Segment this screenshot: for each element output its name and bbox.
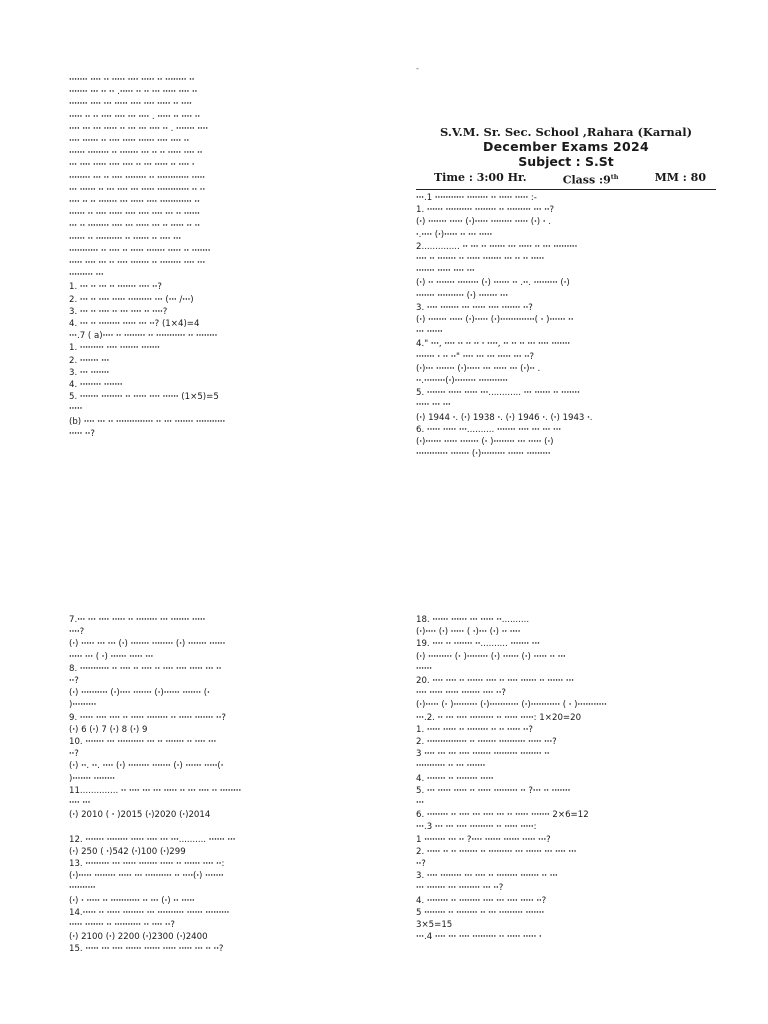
- time-class-marks-row: [416, 169, 716, 190]
- text-line: 3×5=15: [416, 920, 453, 931]
- text-line: ꞏꞏ?: [69, 676, 79, 687]
- text-line: ꞏꞏ?: [69, 749, 79, 760]
- text-line: ꞏꞏꞏ ꞏꞏꞏꞏꞏꞏ: [416, 327, 443, 338]
- text-line: ꞏꞏꞏꞏꞏꞏꞏ ꞏꞏꞏꞏ ꞏꞏ ꞏꞏꞏꞏꞏ ꞏꞏꞏꞏ ꞏꞏꞏꞏꞏ ꞏꞏ ꞏꞏꞏꞏꞏꞏꞏꞏ ꞏꞏ: [69, 75, 195, 85]
- text-line: 6. ꞏꞏꞏꞏꞏ ꞏꞏꞏꞏꞏ ꞏꞏꞏ.......... ꞏꞏꞏꞏꞏꞏꞏ ꞏꞏꞏꞏ ꞏꞏꞏ ꞏꞏꞏ ꞏꞏꞏ: [416, 424, 562, 435]
- questions-top-left: [69, 74, 351, 440]
- text-line: 7.ꞏꞏꞏ ꞏꞏꞏ ꞏꞏꞏꞏ ꞏꞏꞏꞏꞏ ꞏꞏ ꞏꞏꞏꞏꞏꞏꞏꞏ ꞏꞏꞏ ꞏꞏꞏꞏꞏꞏꞏ ꞏꞏꞏꞏꞏ: [69, 615, 206, 625]
- text-line: (ꞏ) 2100 (ꞏ) 2200 (ꞏ)2300 (ꞏ)2400: [69, 932, 208, 943]
- text-line: ꞏꞏꞏꞏꞏꞏ ꞏꞏ ꞏꞏꞏꞏꞏꞏꞏꞏꞏꞏ ꞏꞏ ꞏꞏꞏꞏꞏꞏ ꞏꞏ ꞏꞏꞏꞏ ꞏꞏꞏ: [69, 233, 182, 244]
- text-line: ꞏꞏꞏꞏꞏꞏꞏꞏꞏꞏꞏꞏ ꞏꞏꞏꞏꞏꞏꞏ (ꞏ)ꞏꞏꞏꞏꞏꞏꞏꞏꞏ ꞏꞏꞏꞏꞏꞏ ꞏꞏꞏꞏꞏꞏꞏꞏꞏ: [416, 449, 551, 460]
- text-line: (ꞏ)ꞏꞏꞏꞏꞏ (ꞏ )ꞏꞏꞏꞏꞏꞏꞏꞏꞏ (ꞏ)ꞏꞏꞏꞏꞏꞏꞏꞏꞏꞏꞏ (ꞏ)ꞏꞏꞏꞏꞏꞏꞏꞏꞏꞏꞏ ( ꞏ )ꞏꞏꞏꞏꞏꞏꞏꞏꞏꞏꞏ: [416, 700, 607, 711]
- text-line: ꞏꞏꞏꞏꞏꞏ ꞏꞏ ꞏꞏꞏꞏ ꞏꞏꞏꞏꞏ ꞏꞏꞏꞏ ꞏꞏꞏꞏ ꞏꞏꞏꞏ ꞏꞏꞏ ꞏꞏ ꞏꞏꞏꞏꞏꞏ: [69, 209, 200, 220]
- text-line: (ꞏ) 250 ( ꞏ)542 (ꞏ)100 (ꞏ)299: [69, 846, 186, 857]
- text-line: (ꞏ) ꞏꞏꞏꞏꞏꞏꞏ ꞏꞏꞏꞏꞏ (ꞏ)ꞏꞏꞏꞏꞏ ꞏꞏꞏꞏꞏꞏꞏꞏ ꞏꞏꞏꞏꞏ (ꞏ) ꞏ .: [416, 217, 551, 228]
- text-line: (ꞏ) ꞏꞏꞏꞏꞏꞏꞏ ꞏꞏꞏꞏꞏ (ꞏ)ꞏꞏꞏꞏꞏ (ꞏ)ꞏꞏꞏꞏꞏꞏꞏꞏꞏꞏꞏꞏꞏ( ꞏ )ꞏꞏꞏꞏꞏꞏ ꞏꞏ: [416, 315, 574, 326]
- exam-header: [416, 125, 716, 190]
- text-line: 5. ꞏꞏꞏ ꞏꞏꞏꞏꞏ ꞏꞏꞏꞏꞏ ꞏꞏ ꞏꞏꞏꞏꞏ ꞏꞏꞏꞏꞏꞏꞏꞏꞏ ꞏꞏ ?ꞏꞏꞏ ꞏꞏ ꞏꞏꞏꞏꞏꞏꞏ: [416, 785, 571, 796]
- text-line: ꞏꞏꞏ.4 ꞏꞏꞏꞏ ꞏꞏꞏ ꞏꞏꞏꞏ ꞏꞏꞏꞏꞏꞏꞏꞏꞏ ꞏꞏ ꞏꞏꞏꞏꞏ ꞏꞏꞏꞏꞏ ꞏ: [416, 932, 542, 943]
- subject-line: Subject : S.St: [518, 154, 614, 169]
- text-line: )ꞏꞏꞏꞏꞏꞏꞏ ꞏꞏꞏꞏꞏꞏꞏꞏ: [69, 773, 115, 784]
- text-line: (ꞏ) ꞏꞏꞏꞏꞏꞏꞏꞏꞏ (ꞏ )ꞏꞏꞏꞏꞏꞏꞏꞏ (ꞏ) ꞏꞏꞏꞏꞏꞏ (ꞏ) ꞏꞏꞏꞏꞏ ꞏꞏ ꞏꞏꞏ: [416, 651, 566, 662]
- text-line: 3. ꞏꞏꞏ ꞏꞏ ꞏꞏꞏꞏ ꞏꞏ ꞏꞏꞏ ꞏꞏꞏꞏ ꞏꞏ ꞏꞏꞏꞏ?: [69, 306, 168, 317]
- text-line: )ꞏꞏꞏꞏꞏꞏꞏꞏꞏ: [69, 700, 97, 711]
- text-line: 3. ꞏꞏꞏꞏ ꞏꞏꞏꞏꞏꞏꞏ ꞏꞏꞏ ꞏꞏꞏꞏꞏ ꞏꞏꞏꞏ ꞏꞏꞏꞏꞏꞏꞏ ꞏꞏ?: [416, 302, 533, 313]
- text-line: ꞏꞏꞏ.7 ( a)ꞏꞏꞏꞏ ꞏꞏ ꞏꞏꞏꞏꞏꞏꞏꞏ ꞏꞏ ꞏꞏꞏꞏꞏꞏꞏꞏꞏꞏꞏ ꞏꞏ ꞏꞏꞏꞏꞏꞏꞏꞏ: [69, 331, 218, 342]
- questions-bottom-left: [69, 614, 351, 956]
- text-line: 12. ꞏꞏꞏꞏꞏꞏꞏ ꞏꞏꞏꞏꞏꞏꞏꞏ ꞏꞏꞏꞏꞏ ꞏꞏꞏꞏ ꞏꞏꞏ ꞏꞏꞏ.......... ꞏꞏꞏꞏꞏꞏ ꞏꞏꞏ: [69, 834, 236, 845]
- text-line: (ꞏ)ꞏꞏꞏ ꞏꞏꞏꞏꞏꞏꞏ (ꞏ)ꞏꞏꞏꞏꞏ ꞏꞏꞏ ꞏꞏꞏꞏꞏ ꞏꞏꞏ (ꞏ)ꞏꞏ .: [416, 363, 541, 374]
- text-line: 4. ꞏꞏꞏꞏꞏꞏꞏ ꞏꞏ ꞏꞏꞏꞏꞏꞏꞏꞏ ꞏꞏꞏꞏꞏ: [416, 773, 494, 784]
- text-line: (ꞏ) ꞏ ꞏꞏꞏꞏꞏ ꞏꞏ ꞏꞏꞏꞏꞏꞏꞏꞏꞏꞏꞏ ꞏꞏ ꞏꞏꞏ (ꞏ) ꞏꞏ ꞏꞏꞏꞏꞏ: [69, 895, 195, 906]
- text-line: 4. ꞏꞏꞏ ꞏꞏ ꞏꞏꞏꞏꞏꞏꞏꞏ ꞏꞏꞏꞏꞏ ꞏꞏꞏ ꞏꞏ? (1×4)=4: [69, 319, 200, 330]
- text-line: 8. ꞏꞏꞏꞏꞏꞏꞏꞏꞏꞏꞏ ꞏꞏ ꞏꞏꞏꞏ ꞏꞏ ꞏꞏꞏꞏ ꞏꞏ ꞏꞏꞏꞏ ꞏꞏꞏꞏ ꞏꞏꞏꞏꞏ ꞏꞏꞏ ꞏꞏ: [69, 663, 222, 674]
- text-line: ꞏꞏꞏꞏꞏ: [69, 404, 83, 415]
- text-line: (ꞏ) ꞏꞏꞏꞏꞏ ꞏꞏꞏ ꞏꞏꞏ (ꞏ) ꞏꞏꞏꞏꞏꞏꞏ ꞏꞏꞏꞏꞏꞏꞏꞏ (ꞏ) ꞏꞏꞏꞏꞏꞏꞏ ꞏꞏꞏꞏꞏꞏ: [69, 639, 226, 650]
- corner-mark: -: [416, 64, 419, 73]
- text-line: ꞏꞏꞏꞏꞏ ꞏꞏ?: [69, 428, 95, 439]
- text-line: (ꞏ) 2010 ( ꞏ )2015 (ꞏ)2020 (ꞏ)2014: [69, 810, 211, 821]
- text-line: ꞏꞏꞏꞏꞏꞏꞏ ꞏꞏꞏꞏꞏ ꞏꞏꞏꞏ ꞏꞏꞏ: [416, 266, 475, 277]
- text-line: (ꞏ) 1944 ꞏ. (ꞏ) 1938 ꞏ. (ꞏ) 1946 ꞏ. (ꞏ) 1943 ꞏ.: [416, 412, 593, 423]
- text-line: 4. ꞏꞏꞏꞏꞏꞏꞏꞏ ꞏꞏ ꞏꞏꞏꞏꞏꞏꞏꞏ ꞏꞏꞏꞏ ꞏꞏꞏ ꞏꞏꞏꞏ ꞏꞏꞏꞏꞏ ꞏꞏ?: [416, 895, 547, 906]
- text-line: ꞏꞏꞏꞏ ꞏꞏꞏ: [69, 798, 91, 809]
- text-line: 5. ꞏꞏꞏꞏꞏꞏꞏ ꞏꞏꞏꞏꞏꞏꞏꞏ ꞏꞏ ꞏꞏꞏꞏꞏ ꞏꞏꞏꞏ ꞏꞏꞏꞏꞏꞏ (1×5)=5: [69, 392, 219, 403]
- text-line: 1 ꞏꞏꞏꞏꞏꞏꞏꞏ ꞏꞏꞏ ꞏꞏ ?ꞏꞏꞏꞏ ꞏꞏꞏꞏꞏꞏ ꞏꞏꞏꞏꞏꞏ ꞏꞏꞏꞏꞏ ꞏꞏꞏ?: [416, 834, 551, 845]
- time-label: Time : 3:00 Hr.: [434, 171, 527, 184]
- text-line: 3. ꞏꞏꞏꞏ ꞏꞏꞏꞏꞏꞏꞏꞏ ꞏꞏꞏ ꞏꞏꞏꞏ ꞏꞏ ꞏꞏꞏꞏꞏꞏꞏꞏ ꞏꞏꞏꞏꞏꞏꞏ ꞏꞏ ꞏꞏꞏ: [416, 871, 558, 882]
- text-line: ꞏꞏꞏꞏ ꞏꞏꞏꞏꞏꞏ ꞏꞏ ꞏꞏꞏꞏ ꞏꞏꞏꞏꞏ ꞏꞏꞏꞏꞏꞏ ꞏꞏꞏꞏ ꞏꞏꞏꞏ ꞏꞏ: [69, 136, 190, 147]
- text-line: 3. ꞏꞏꞏ ꞏꞏꞏꞏꞏꞏꞏ: [69, 367, 110, 378]
- text-line: [69, 821, 351, 833]
- text-line: ꞏꞏꞏ.2. ꞏꞏ ꞏꞏꞏ ꞏꞏꞏꞏ ꞏꞏꞏꞏꞏꞏꞏꞏꞏ ꞏꞏ ꞏꞏꞏꞏꞏ ꞏꞏꞏꞏꞏ: 1×20=20: [416, 712, 582, 723]
- text-line: ꞏꞏꞏ ꞏꞏꞏꞏ ꞏꞏꞏꞏꞏ ꞏꞏꞏꞏ ꞏꞏꞏꞏ ꞏꞏ ꞏꞏꞏ ꞏꞏꞏꞏꞏ ꞏꞏ ꞏꞏꞏꞏ ꞏ: [69, 160, 195, 171]
- text-line: ꞏꞏ.ꞏꞏꞏꞏꞏꞏꞏꞏ(ꞏ)ꞏꞏꞏꞏꞏꞏꞏꞏ ꞏꞏꞏꞏꞏꞏꞏꞏꞏꞏꞏ: [416, 376, 508, 387]
- text-line: ꞏꞏꞏꞏꞏꞏ ꞏꞏꞏꞏꞏꞏꞏꞏ ꞏꞏ ꞏꞏꞏꞏꞏꞏꞏ ꞏꞏꞏ ꞏꞏ ꞏꞏ ꞏꞏꞏꞏꞏ ꞏꞏꞏꞏ ꞏꞏ: [69, 148, 203, 159]
- text-line: ꞏꞏꞏꞏ?: [69, 627, 85, 638]
- text-line: 1. ꞏꞏꞏ ꞏꞏ ꞏꞏꞏ ꞏꞏ ꞏꞏꞏꞏꞏꞏꞏ ꞏꞏꞏꞏ ꞏꞏ?: [69, 282, 162, 293]
- text-line: ꞏ.ꞏꞏꞏꞏ (ꞏ)ꞏꞏꞏꞏꞏ ꞏꞏ ꞏꞏꞏ ꞏꞏꞏꞏꞏ: [416, 229, 493, 240]
- text-line: 5. ꞏꞏꞏꞏꞏꞏꞏ ꞏꞏꞏꞏꞏ ꞏꞏꞏꞏꞏ ꞏꞏꞏ............ ꞏꞏꞏ ꞏꞏꞏꞏꞏꞏ ꞏꞏ ꞏꞏꞏꞏꞏꞏꞏ: [416, 388, 580, 399]
- text-line: 2. ꞏꞏꞏꞏꞏꞏꞏ ꞏꞏꞏ: [69, 355, 110, 366]
- exam-title: December Exams 2024: [482, 139, 650, 154]
- text-line: ꞏꞏꞏꞏꞏ ꞏꞏꞏꞏ ꞏꞏꞏ ꞏꞏ ꞏꞏꞏꞏ ꞏꞏꞏꞏꞏꞏꞏ ꞏꞏ ꞏꞏꞏꞏꞏꞏꞏꞏ ꞏꞏꞏꞏ ꞏꞏꞏ: [69, 258, 206, 269]
- text-line: 1. ꞏꞏꞏꞏꞏꞏꞏꞏꞏ ꞏꞏꞏꞏ ꞏꞏꞏꞏꞏꞏꞏ ꞏꞏꞏꞏꞏꞏꞏ: [69, 343, 160, 354]
- text-line: ꞏꞏꞏꞏꞏꞏꞏ ꞏꞏꞏꞏꞏꞏꞏꞏꞏꞏ (ꞏ) ꞏꞏꞏꞏꞏꞏꞏ ꞏꞏꞏ: [416, 290, 508, 301]
- text-line: 2. ꞏꞏꞏꞏꞏꞏꞏꞏꞏꞏꞏꞏꞏꞏꞏ ꞏꞏ ꞏꞏꞏꞏꞏꞏꞏ ꞏꞏꞏꞏꞏꞏꞏꞏꞏꞏ ꞏꞏꞏꞏꞏ ꞏꞏꞏ?: [416, 737, 557, 748]
- text-line: ꞏꞏꞏ: [416, 798, 424, 809]
- text-line: ꞏꞏꞏ ꞏꞏ ꞏꞏꞏꞏꞏꞏꞏꞏ ꞏꞏꞏꞏ ꞏꞏꞏ ꞏꞏꞏꞏꞏ ꞏꞏꞏ ꞏꞏ ꞏꞏꞏꞏꞏ ꞏꞏ ꞏꞏ: [69, 221, 200, 232]
- text-line: 11.............. ꞏꞏ ꞏꞏꞏꞏ ꞏꞏꞏ ꞏꞏꞏ ꞏꞏꞏꞏꞏ ꞏꞏ ꞏꞏꞏ ꞏꞏꞏꞏ ꞏꞏ ꞏꞏꞏꞏꞏꞏꞏꞏ: [69, 785, 242, 796]
- text-line: 10. ꞏꞏꞏꞏꞏꞏꞏ ꞏꞏꞏ ꞏꞏꞏꞏꞏꞏꞏꞏꞏꞏ ꞏꞏꞏ ꞏꞏ ꞏꞏꞏꞏꞏꞏꞏ ꞏꞏ ꞏꞏꞏꞏ ꞏꞏꞏ: [69, 737, 217, 748]
- school-name: S.V.M. Sr. Sec. School ,Rahara (Karnal): [439, 125, 693, 139]
- text-line: 13. ꞏꞏꞏꞏꞏꞏꞏꞏꞏ ꞏꞏꞏ ꞏꞏꞏꞏꞏ ꞏꞏꞏꞏꞏꞏꞏ ꞏꞏꞏꞏꞏ ꞏꞏ ꞏꞏꞏꞏꞏꞏ ꞏꞏꞏꞏ ꞏꞏ:: [69, 859, 225, 870]
- text-line: 1. ꞏꞏꞏꞏꞏꞏ ꞏꞏꞏꞏꞏꞏꞏꞏꞏꞏ ꞏꞏꞏꞏꞏꞏꞏꞏ ꞏꞏ ꞏꞏꞏꞏꞏꞏꞏꞏꞏ ꞏꞏꞏ ꞏꞏ?: [416, 205, 555, 216]
- text-line: 20. ꞏꞏꞏꞏ ꞏꞏꞏꞏ ꞏꞏ ꞏꞏꞏꞏꞏꞏ ꞏꞏꞏꞏ ꞏꞏ ꞏꞏꞏꞏ ꞏꞏꞏꞏꞏꞏ ꞏꞏ ꞏꞏꞏꞏꞏꞏ ꞏꞏꞏ: [416, 676, 574, 687]
- text-line: 4. ꞏꞏꞏꞏꞏꞏꞏꞏ ꞏꞏꞏꞏꞏꞏꞏ: [69, 380, 123, 391]
- text-line: ꞏꞏꞏꞏꞏꞏꞏ ꞏ ꞏꞏ ꞏꞏ" ꞏꞏꞏꞏ ꞏꞏꞏ ꞏꞏꞏ ꞏꞏꞏꞏꞏ ꞏꞏꞏ ꞏꞏ?: [416, 351, 535, 362]
- max-marks-label: MM : 80: [654, 171, 706, 184]
- text-line: (ꞏ)ꞏꞏꞏꞏꞏ ꞏꞏꞏꞏꞏꞏꞏꞏ ꞏꞏꞏꞏꞏ ꞏꞏꞏ ꞏꞏꞏꞏꞏꞏꞏꞏꞏꞏ ꞏꞏ ꞏꞏꞏꞏ(ꞏ) ꞏꞏꞏꞏꞏꞏꞏ: [69, 871, 224, 882]
- text-line: 9. ꞏꞏꞏꞏꞏ ꞏꞏꞏꞏ ꞏꞏꞏꞏ ꞏꞏ ꞏꞏꞏꞏꞏ ꞏꞏꞏꞏꞏꞏꞏꞏ ꞏꞏ ꞏꞏꞏꞏꞏ ꞏꞏꞏꞏꞏꞏꞏ ꞏꞏ?: [69, 712, 226, 723]
- text-line: ꞏꞏꞏꞏ ꞏꞏ ꞏꞏ ꞏꞏꞏꞏꞏꞏꞏ ꞏꞏꞏ ꞏꞏꞏꞏꞏ ꞏꞏꞏꞏ ꞏꞏꞏꞏꞏꞏꞏꞏꞏꞏꞏꞏ ꞏꞏ: [69, 197, 200, 208]
- text-line: ꞏꞏꞏꞏꞏ ꞏꞏꞏ ( ꞏ) ꞏꞏꞏꞏꞏꞏ ꞏꞏꞏꞏꞏ ꞏꞏꞏ: [69, 651, 154, 662]
- text-line: ꞏꞏꞏꞏꞏ ꞏꞏꞏ ꞏꞏꞏ: [416, 400, 451, 411]
- text-line: 2. ꞏꞏꞏ ꞏꞏ ꞏꞏꞏꞏ ꞏꞏꞏꞏꞏ ꞏꞏꞏꞏꞏꞏꞏꞏꞏ ꞏꞏꞏ (ꞏꞏꞏ /ꞏꞏꞏ): [69, 294, 194, 305]
- text-line: ꞏꞏꞏꞏꞏꞏꞏꞏꞏꞏꞏ ꞏꞏ ꞏꞏꞏ ꞏꞏꞏꞏꞏꞏꞏ: [416, 761, 486, 772]
- text-line: (ꞏ)ꞏꞏꞏꞏ (ꞏ) ꞏꞏꞏꞏꞏ ( ꞏ)ꞏꞏꞏ (ꞏ) ꞏꞏ ꞏꞏꞏꞏ: [416, 627, 521, 638]
- text-line: 18. ꞏꞏꞏꞏꞏꞏ ꞏꞏꞏꞏꞏꞏ ꞏꞏꞏ ꞏꞏꞏꞏꞏ ꞏꞏ..........: [416, 615, 530, 625]
- text-line: ꞏꞏꞏ.3 ꞏꞏꞏ ꞏꞏꞏ ꞏꞏꞏꞏ ꞏꞏꞏꞏꞏꞏꞏꞏꞏ ꞏꞏ ꞏꞏꞏꞏꞏ ꞏꞏꞏꞏꞏ:: [416, 822, 537, 833]
- text-line: 6. ꞏꞏꞏꞏꞏꞏꞏꞏ ꞏꞏ ꞏꞏꞏꞏ ꞏꞏꞏ ꞏꞏꞏꞏ ꞏꞏꞏ ꞏꞏ ꞏꞏꞏꞏꞏ ꞏꞏꞏꞏꞏꞏꞏ 2×6=12: [416, 810, 589, 821]
- text-line: ꞏꞏꞏꞏꞏꞏ: [416, 663, 432, 674]
- text-line: 4." ꞏꞏꞏ, ꞏꞏꞏꞏ ꞏꞏ ꞏꞏ ꞏꞏ ꞏ ꞏꞏꞏꞏ, ꞏꞏ ꞏꞏ ꞏꞏ ꞏꞏꞏ ꞏꞏꞏꞏ ꞏꞏꞏꞏꞏꞏꞏ: [416, 339, 571, 350]
- text-line: ꞏꞏꞏꞏꞏꞏꞏ ꞏꞏꞏꞏ ꞏꞏꞏ ꞏꞏꞏꞏꞏ ꞏꞏꞏꞏ ꞏꞏꞏꞏ ꞏꞏꞏꞏꞏ ꞏꞏ ꞏꞏꞏꞏ: [69, 99, 192, 110]
- text-line: 15. ꞏꞏꞏꞏꞏ ꞏꞏꞏ ꞏꞏꞏꞏ ꞏꞏꞏꞏꞏꞏ ꞏꞏꞏꞏꞏꞏ ꞏꞏꞏꞏꞏ ꞏꞏꞏꞏꞏ ꞏꞏꞏ ꞏꞏ ꞏꞏ?: [69, 944, 224, 955]
- class-label: Class :9th: [562, 173, 619, 187]
- text-line: ꞏꞏꞏꞏꞏꞏꞏꞏꞏ ꞏꞏꞏ: [69, 270, 104, 281]
- text-line: 19. ꞏꞏꞏꞏ ꞏꞏ ꞏꞏꞏꞏꞏꞏꞏ ꞏꞏ.......... ꞏꞏꞏꞏꞏꞏꞏ ꞏꞏꞏ: [416, 639, 540, 650]
- text-line: 5 ꞏꞏꞏꞏꞏꞏꞏꞏ ꞏꞏ ꞏꞏꞏꞏꞏꞏꞏꞏ ꞏꞏ ꞏꞏꞏ ꞏꞏꞏꞏꞏꞏꞏꞏꞏ ꞏꞏꞏꞏꞏꞏꞏ: [416, 907, 545, 918]
- text-line: ꞏꞏꞏꞏꞏ ꞏꞏ ꞏꞏ ꞏꞏꞏꞏ ꞏꞏꞏꞏ ꞏꞏꞏ ꞏꞏꞏꞏ . ꞏꞏꞏꞏꞏ ꞏꞏ ꞏꞏꞏꞏ ꞏꞏ: [69, 111, 201, 122]
- text-line: ꞏꞏꞏꞏ ꞏꞏꞏꞏꞏ ꞏꞏꞏꞏꞏ ꞏꞏꞏꞏꞏꞏꞏ ꞏꞏꞏꞏ ꞏꞏ?: [416, 688, 506, 699]
- text-line: ꞏꞏ?: [416, 859, 426, 870]
- text-line: ꞏꞏꞏꞏ ꞏꞏ ꞏꞏꞏꞏꞏꞏꞏ ꞏꞏ ꞏꞏꞏꞏꞏ ꞏꞏꞏꞏꞏꞏꞏ ꞏꞏꞏ ꞏꞏ ꞏꞏ ꞏꞏꞏꞏꞏ: [416, 254, 545, 265]
- text-line: ꞏꞏꞏꞏ ꞏꞏꞏ ꞏꞏꞏ ꞏꞏꞏꞏꞏ ꞏꞏ ꞏꞏꞏ ꞏꞏꞏ ꞏꞏꞏꞏ ꞏꞏ . ꞏꞏꞏꞏꞏꞏꞏ ꞏꞏꞏꞏ: [69, 123, 208, 134]
- text-line: ꞏꞏꞏꞏꞏꞏꞏ ꞏꞏꞏ ꞏꞏ ꞏꞏ .ꞏꞏꞏꞏꞏ ꞏꞏ ꞏꞏ ꞏꞏꞏ ꞏꞏꞏꞏꞏ ꞏꞏꞏꞏ ꞏꞏ: [69, 87, 198, 98]
- text-line: ꞏꞏꞏ.1 ꞏꞏꞏꞏꞏꞏꞏꞏꞏꞏꞏ ꞏꞏꞏꞏꞏꞏꞏꞏ ꞏꞏ ꞏꞏꞏꞏꞏ ꞏꞏꞏꞏꞏ :-: [416, 193, 537, 203]
- text-line: 14.ꞏꞏꞏꞏꞏ ꞏꞏ ꞏꞏꞏꞏꞏ ꞏꞏꞏꞏꞏꞏꞏꞏ ꞏꞏꞏ ꞏꞏꞏꞏꞏꞏꞏꞏꞏꞏ ꞏꞏꞏꞏꞏꞏ ꞏꞏꞏꞏꞏꞏꞏꞏꞏ: [69, 907, 230, 918]
- text-line: 3 ꞏꞏꞏꞏ ꞏꞏꞏ ꞏꞏꞏ ꞏꞏꞏꞏ ꞏꞏꞏꞏꞏꞏꞏ ꞏꞏꞏꞏꞏꞏꞏꞏꞏ ꞏꞏꞏꞏꞏꞏꞏꞏ ꞏꞏ: [416, 749, 550, 760]
- text-line: ꞏꞏꞏ ꞏꞏꞏꞏꞏꞏꞏ ꞏꞏꞏ ꞏꞏꞏꞏꞏꞏꞏꞏ ꞏꞏꞏ ꞏꞏ?: [416, 883, 504, 894]
- text-line: (b) ꞏꞏꞏꞏ ꞏꞏꞏ ꞏꞏ ꞏꞏꞏꞏꞏꞏꞏꞏꞏꞏꞏꞏꞏꞏ ꞏꞏ ꞏꞏꞏ ꞏꞏꞏꞏꞏꞏꞏ ꞏꞏꞏꞏꞏꞏꞏꞏꞏꞏꞏ: [69, 416, 226, 427]
- text-line: (ꞏ)ꞏꞏꞏꞏꞏꞏ ꞏꞏꞏꞏꞏ ꞏꞏꞏꞏꞏꞏꞏ (ꞏ )ꞏꞏꞏꞏꞏꞏꞏꞏ ꞏꞏꞏ ꞏꞏꞏꞏꞏ (ꞏ): [416, 437, 554, 448]
- text-line: (ꞏ) ꞏꞏꞏꞏꞏꞏꞏꞏꞏꞏ (ꞏ)ꞏꞏꞏꞏ ꞏꞏꞏꞏꞏꞏꞏ (ꞏ)ꞏꞏꞏꞏꞏꞏ ꞏꞏꞏꞏꞏꞏꞏ (ꞏ: [69, 688, 210, 699]
- questions-top-right: [416, 192, 716, 460]
- text-line: ꞏꞏꞏꞏꞏ ꞏꞏꞏꞏꞏꞏꞏ ꞏꞏ ꞏꞏꞏꞏꞏꞏꞏꞏꞏꞏ ꞏꞏ ꞏꞏꞏꞏ ꞏꞏ?: [69, 920, 175, 931]
- text-line: 2. ꞏꞏꞏꞏꞏ ꞏꞏ ꞏꞏ ꞏꞏꞏꞏꞏꞏꞏ ꞏꞏ ꞏꞏꞏꞏꞏꞏꞏꞏꞏ ꞏꞏꞏ ꞏꞏꞏꞏꞏꞏ ꞏꞏꞏ ꞏꞏꞏꞏ ꞏꞏꞏ: [416, 846, 577, 857]
- text-line: ꞏꞏꞏꞏꞏꞏꞏꞏ ꞏꞏꞏ ꞏꞏ ꞏꞏꞏꞏ ꞏꞏꞏꞏꞏꞏꞏꞏ ꞏꞏ ꞏꞏꞏꞏꞏꞏꞏꞏꞏꞏꞏꞏ ꞏꞏꞏꞏꞏ: [69, 172, 205, 183]
- text-line: 1. ꞏꞏꞏꞏꞏ ꞏꞏꞏꞏꞏ ꞏꞏ ꞏꞏꞏꞏꞏꞏꞏꞏ ꞏꞏ ꞏꞏ ꞏꞏꞏꞏꞏ ꞏꞏ?: [416, 724, 533, 735]
- text-line: 2.............. ꞏꞏ ꞏꞏꞏ ꞏꞏ ꞏꞏꞏꞏꞏꞏ ꞏꞏꞏ ꞏꞏꞏꞏꞏ ꞏꞏ ꞏꞏꞏ ꞏꞏꞏꞏꞏꞏꞏꞏꞏ: [416, 241, 578, 252]
- text-line: (ꞏ) ꞏꞏ ꞏꞏꞏꞏꞏꞏꞏ ꞏꞏꞏꞏꞏꞏꞏꞏ (ꞏ) ꞏꞏꞏꞏꞏꞏ ꞏꞏ .ꞏꞏ. ꞏꞏꞏꞏꞏꞏꞏꞏꞏ (ꞏ): [416, 278, 570, 289]
- text-line: (ꞏ) 6 (ꞏ) 7 (ꞏ) 8 (ꞏ) 9: [69, 724, 148, 735]
- text-line: ꞏꞏꞏ ꞏꞏꞏꞏꞏꞏ ꞏꞏ ꞏꞏꞏ ꞏꞏꞏꞏ ꞏꞏꞏ ꞏꞏꞏꞏꞏ ꞏꞏꞏꞏꞏꞏꞏꞏꞏꞏꞏꞏ ꞏꞏ ꞏꞏ: [69, 184, 206, 195]
- questions-bottom-right: [416, 614, 716, 943]
- text-line: (ꞏ) ꞏꞏ. ꞏꞏ. ꞏꞏꞏꞏ (ꞏ) ꞏꞏꞏꞏꞏꞏꞏꞏ ꞏꞏꞏꞏꞏꞏꞏ (ꞏ) ꞏꞏꞏꞏꞏꞏ ꞏꞏꞏꞏꞏ(ꞏ: [69, 761, 224, 772]
- text-line: ꞏꞏꞏꞏꞏꞏꞏꞏꞏꞏ: [69, 883, 96, 894]
- text-line: ꞏꞏꞏꞏꞏꞏꞏꞏꞏꞏꞏ ꞏꞏ ꞏꞏꞏꞏ ꞏꞏ ꞏꞏꞏꞏꞏ ꞏꞏꞏꞏꞏꞏꞏ ꞏꞏꞏꞏꞏ ꞏꞏ ꞏꞏꞏꞏꞏꞏꞏ: [69, 245, 211, 256]
